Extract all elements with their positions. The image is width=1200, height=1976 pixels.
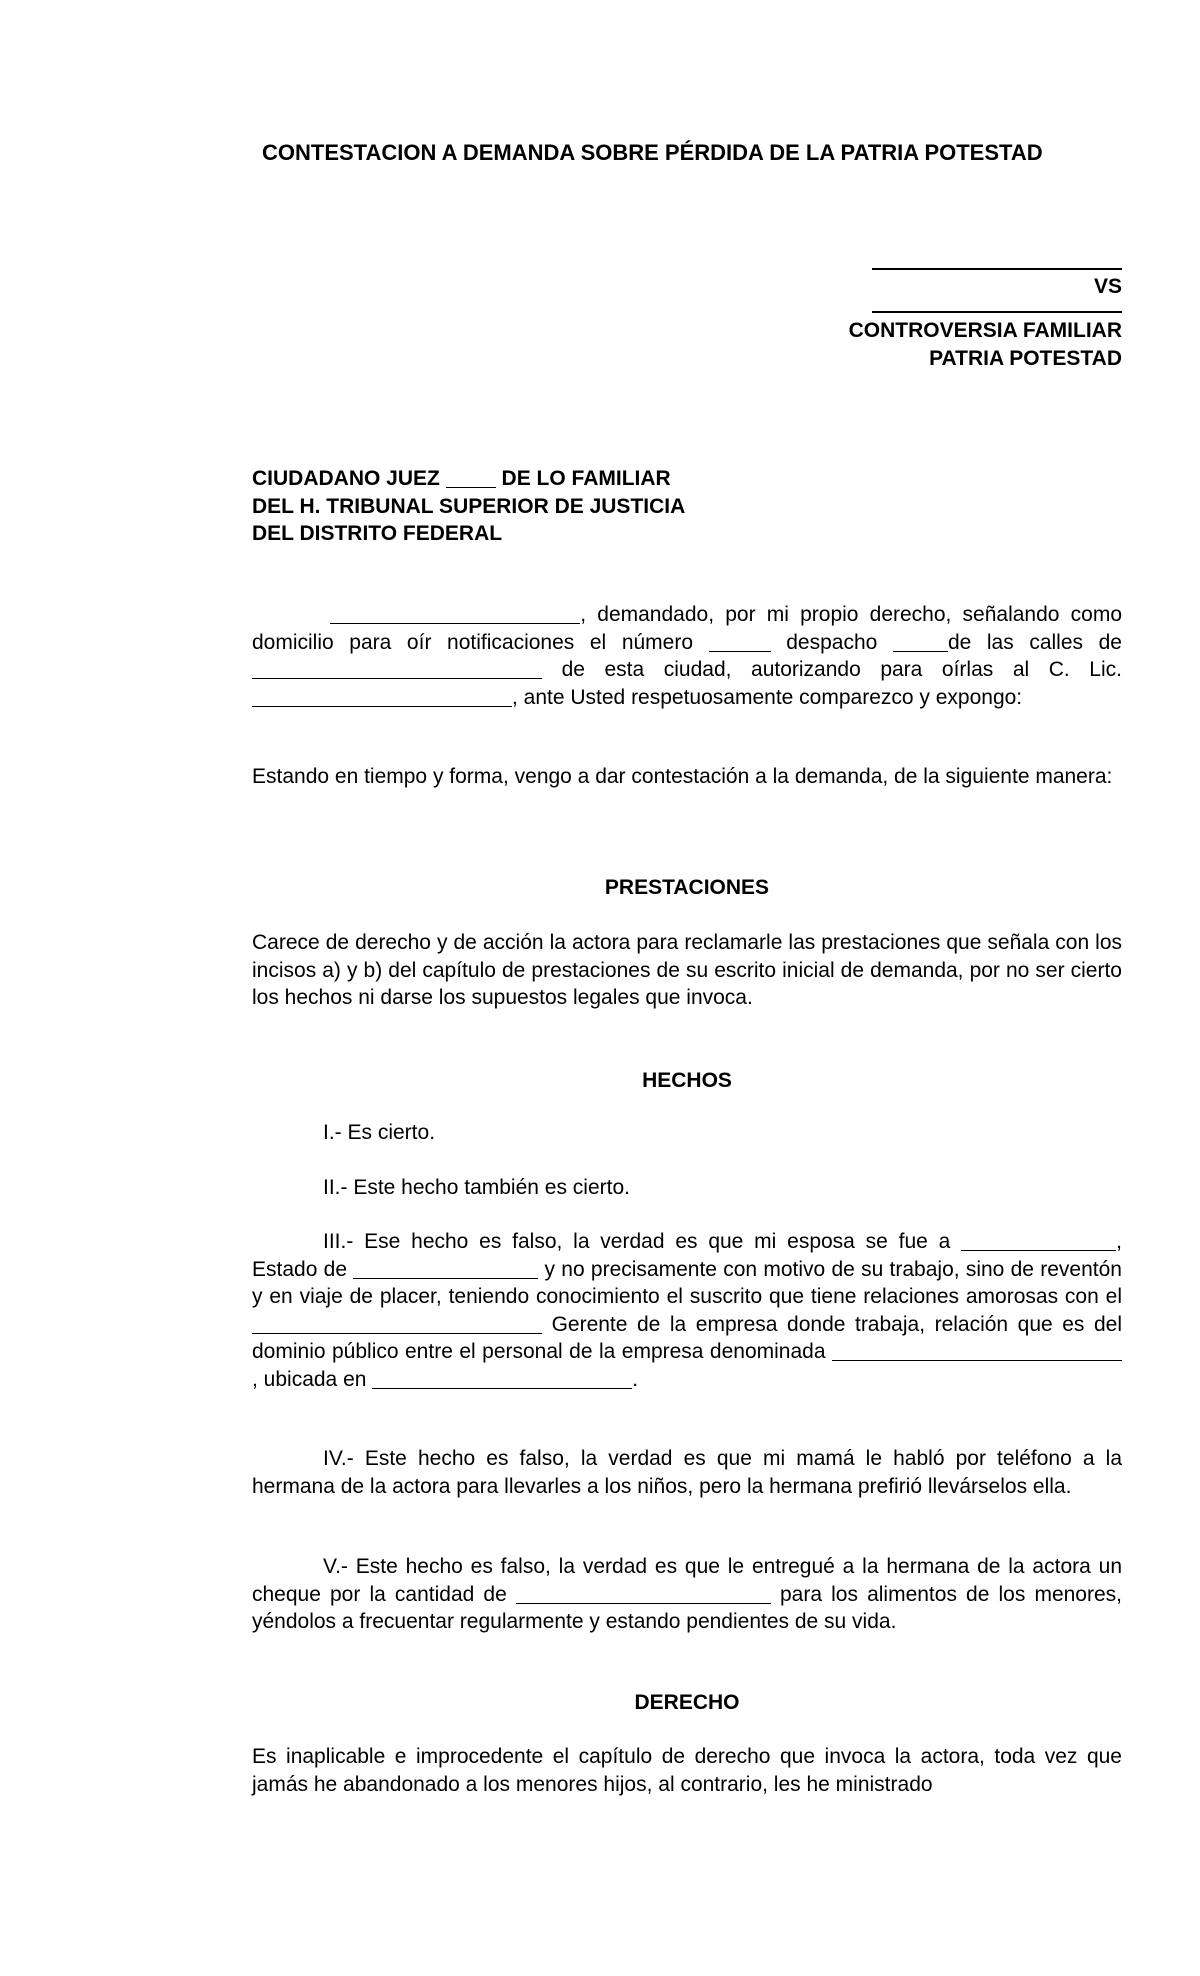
city-blank — [961, 1229, 1116, 1251]
intro-paragraph — [252, 601, 1122, 711]
document-title: CONTESTACION A DEMANDA SOBRE PÉRDIDA DE LA PATRIA POTESTAD — [262, 140, 1043, 165]
partner-name-blank — [252, 1312, 542, 1334]
location-blank — [372, 1367, 632, 1389]
intro-text-c: de las calles de — [947, 630, 1122, 654]
party-blank-defendant — [872, 311, 1122, 313]
derecho-heading: DERECHO — [634, 1691, 740, 1714]
case-caption — [849, 268, 1122, 373]
intro-text-a: , demandado, por mi propio derecho, señalando como domicilio para oír notificaciones el número — [252, 603, 1122, 654]
intro-text-d: de esta ciudad, autorizando para oírlas al C. Lic. — [561, 658, 1122, 681]
hecho-v — [252, 1553, 1122, 1636]
court-number-blank — [446, 466, 496, 488]
addressee-line2: DEL H. TRIBUNAL SUPERIOR DE JUSTICIA — [252, 494, 686, 518]
hecho-ii: II.- Este hecho también es cierto. — [323, 1176, 630, 1199]
hechos-heading: HECHOS — [642, 1069, 732, 1092]
hecho-iii-text-e: , ubicada en — [252, 1367, 367, 1391]
hecho-iii-text-a: III.- Ese hecho es falso, la verdad es que mi esposa se fue a — [323, 1230, 951, 1253]
intro-text-b: despacho — [786, 630, 878, 654]
office-blank — [893, 630, 948, 652]
prestaciones-heading: PRESTACIONES — [604, 876, 770, 899]
hecho-iii-text-c: y no precisamente con motivo de su trabajo, sino de reventón y en viaje de placer, teniendo conocimiento el suscrito que tiene relaciones amorosas con el — [252, 1257, 1122, 1308]
amount-blank — [516, 1582, 771, 1604]
addressee-judge: CIUDADANO JUEZ — [252, 467, 440, 490]
case-type-line2: PATRIA POTESTAD — [929, 347, 1122, 370]
party-blank-plaintiff — [872, 268, 1122, 270]
hecho-iii-text-f: . — [632, 1367, 639, 1391]
case-type-line1: CONTROVERSIA FAMILIAR — [848, 319, 1122, 342]
street-blank — [252, 657, 542, 679]
hecho-v-text-b: para los alimentos de los menores, yéndolos a frecuentar regularmente y estando pendientes de su vida. — [252, 1582, 1122, 1633]
hecho-iv: IV.- Este hecho es falso, la verdad es que mi mamá le habló por teléfono a la hermana de la actora para llevarles a los niños, pero la hermana prefirió llevárselos ella. — [252, 1447, 1122, 1498]
hecho-iii-text-b: , Estado de — [252, 1230, 1122, 1281]
addressee-line3: DEL DISTRITO FEDERAL — [252, 522, 503, 545]
addressee-line1 — [252, 465, 1122, 493]
intro-text-e: , ante Usted respetuosamente comparezco y expongo: — [512, 685, 1023, 709]
addressee-court: DE LO FAMILIAR — [501, 467, 671, 490]
intro-paragraph-2: Estando en tiempo y forma, vengo a dar contestación a la demanda, de la siguiente manera: — [252, 765, 1113, 788]
addressee-block — [252, 465, 1122, 548]
company-name-blank — [832, 1339, 1122, 1361]
defendant-name-blank — [330, 602, 580, 624]
state-blank — [353, 1257, 538, 1279]
number-blank — [709, 630, 771, 652]
hecho-iii-text-d: Gerente de la empresa donde trabaja, relación que es del dominio público entre el personal de la empresa denominada — [252, 1312, 1122, 1363]
hecho-v-text-a: V.- Este hecho es falso, la verdad es que le entregué a la hermana de la actora un cheque por la cantidad de — [252, 1555, 1122, 1606]
prestaciones-text: Carece de derecho y de acción la actora para reclamarle las prestaciones que señala con los incisos a) y b) del capítulo de prestaciones de su escrito inicial de demanda, por no ser cierto los hechos ni darse los supuestos legales que invoca. — [252, 931, 1122, 1009]
lawyer-name-blank — [252, 685, 512, 707]
versus-label: VS — [1093, 275, 1122, 298]
derecho-text: Es inaplicable e improcedente el capítulo de derecho que invoca la actora, toda vez que jamás he abandonado a los menores hijos, al contrario, les he ministrado — [252, 1745, 1122, 1796]
hecho-iii — [252, 1228, 1122, 1393]
hecho-i: I.- Es cierto. — [323, 1121, 436, 1144]
